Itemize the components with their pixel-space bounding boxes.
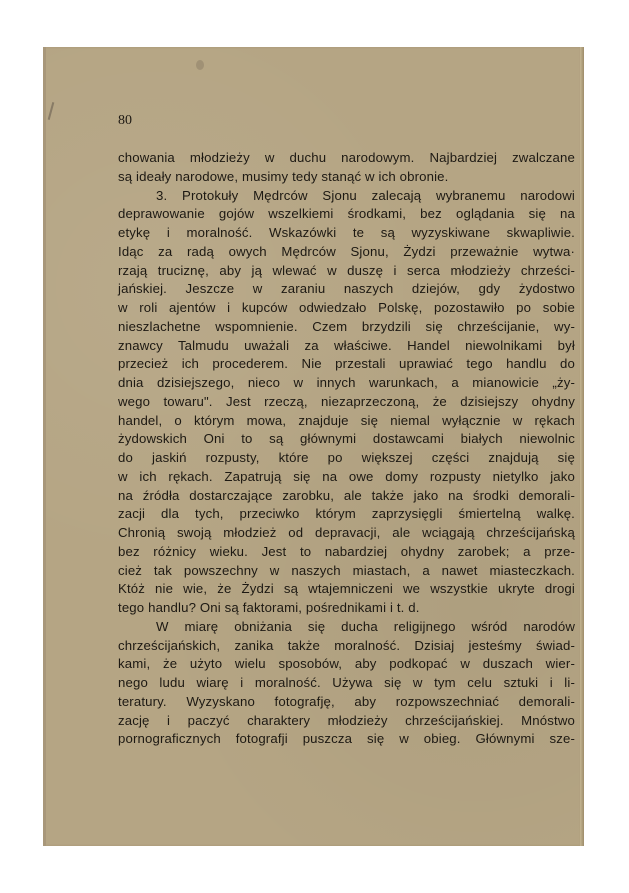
text-line: żydowskich Oni to są głównymi dostawcami białych niewolnic bbox=[118, 431, 575, 447]
text-line: zacji dla tych, przeciwko którym zaprzysięgli śmiertelną walkę. bbox=[118, 506, 575, 522]
book-page bbox=[43, 47, 584, 846]
text-line: Chronią swoją młodzież od depravacji, ale wciągają chrześcijańską bbox=[118, 525, 575, 540]
page-number: 80 bbox=[118, 113, 132, 128]
text-line: W miarę obniżania się ducha religijnego wśród narodów bbox=[156, 618, 575, 634]
text-line: do jaskiń rozpusty, które po większej części znajdują się bbox=[118, 450, 575, 465]
pencil-mark bbox=[48, 102, 55, 120]
paper-smudge bbox=[196, 60, 204, 70]
text-line: rzają truciznę, aby ją wlewać w duszę i serca młodzieży chrześci- bbox=[118, 262, 575, 278]
text-line: na źródła dostarczające zarobku, ale także jako na środki demorali- bbox=[118, 487, 575, 503]
text-line: jańskiej. Jeszcze w zaraniu naszych dziejów, gdy żydostwo bbox=[118, 281, 575, 297]
text-line: nieszlachetne wspomnienie. Czem brzydzili się chrześcijanie, wy- bbox=[118, 318, 575, 334]
text-line: bez różnicy wieku. Jest to nabardziej ohydny zarobek; a prze- bbox=[118, 543, 575, 559]
text-line: są ideały narodowe, musimy tedy stanąć w ich obronie. bbox=[118, 168, 449, 184]
text-line: Idąc za radą owych Mędrców Sjonu, Żydzi przeważnie wytwa· bbox=[118, 243, 575, 259]
text-line: etykę i moralność. Wskazówki te są wyzyskiwane skwapliwie. bbox=[118, 225, 575, 240]
text-line: Któż nie wie, że Żydzi są wtajemniczeni we wszystkie ukryte drogi bbox=[118, 581, 575, 597]
text-line: teratury. Wyzyskano fotografję, aby rozpowszechniać demorali- bbox=[118, 693, 575, 709]
text-line: tego handlu? Oni są faktorami, pośrednikami i t. d. bbox=[118, 600, 420, 615]
text-line: przecież ich procederem. Nie przestali uprawiać tego handlu do bbox=[118, 356, 575, 372]
text-line: w roli ajentów i kupców odwiedzało Polskę, pozostawiło po sobie bbox=[118, 300, 575, 315]
text-line: kami, że użyto wielu sposobów, aby podkopać w duszach wier- bbox=[118, 656, 575, 672]
text-line: chowania młodzieży w duchu narodowym. Najbardziej zwalczane bbox=[118, 150, 575, 165]
text-line: 3. Protokuły Mędrców Sjonu zalecają wybranemu narodowi bbox=[156, 187, 575, 203]
text-line: znawcy Talmudu uważali za właściwe. Handel niewolnikami był bbox=[118, 337, 575, 353]
text-line: handel, o którym mowa, znajduje się niemal wyłącznie w rękach bbox=[118, 412, 575, 428]
page-right-edge bbox=[580, 47, 584, 846]
text-line: deprawowanie gojów wszelkiemi środkami, bez oglądania się na bbox=[118, 206, 575, 222]
text-line: pornograficznych fotografji puszcza się w obieg. Głównymi sze- bbox=[118, 731, 575, 747]
text-line: chrześcijańskich, zanika także moralność. Dzisiaj jesteśmy świad- bbox=[118, 637, 575, 653]
text-line: zację i paczyć charaktery młodzieży chrześcijańskiej. Mnóstwo bbox=[118, 712, 575, 728]
text-line: nego ludu wiarę i moralność. Używa się w tym celu sztuki i li- bbox=[118, 675, 575, 690]
text-line: wego towaru". Jest rzeczą, niezaprzeczoną, że dzisiejszy ohydny bbox=[118, 393, 575, 409]
text-line: w ich rękach. Zapatrują się na owe domy rozpusty nietylko jako bbox=[118, 468, 575, 484]
text-line: cież tak powszechny w naszych miastach, a nawet miasteczkach. bbox=[118, 562, 575, 578]
text-line: dnia dzisiejszego, nieco w innych warunkach, a mianowicie „ży- bbox=[118, 375, 575, 390]
page-left-edge bbox=[43, 47, 46, 846]
body-text bbox=[118, 149, 575, 749]
